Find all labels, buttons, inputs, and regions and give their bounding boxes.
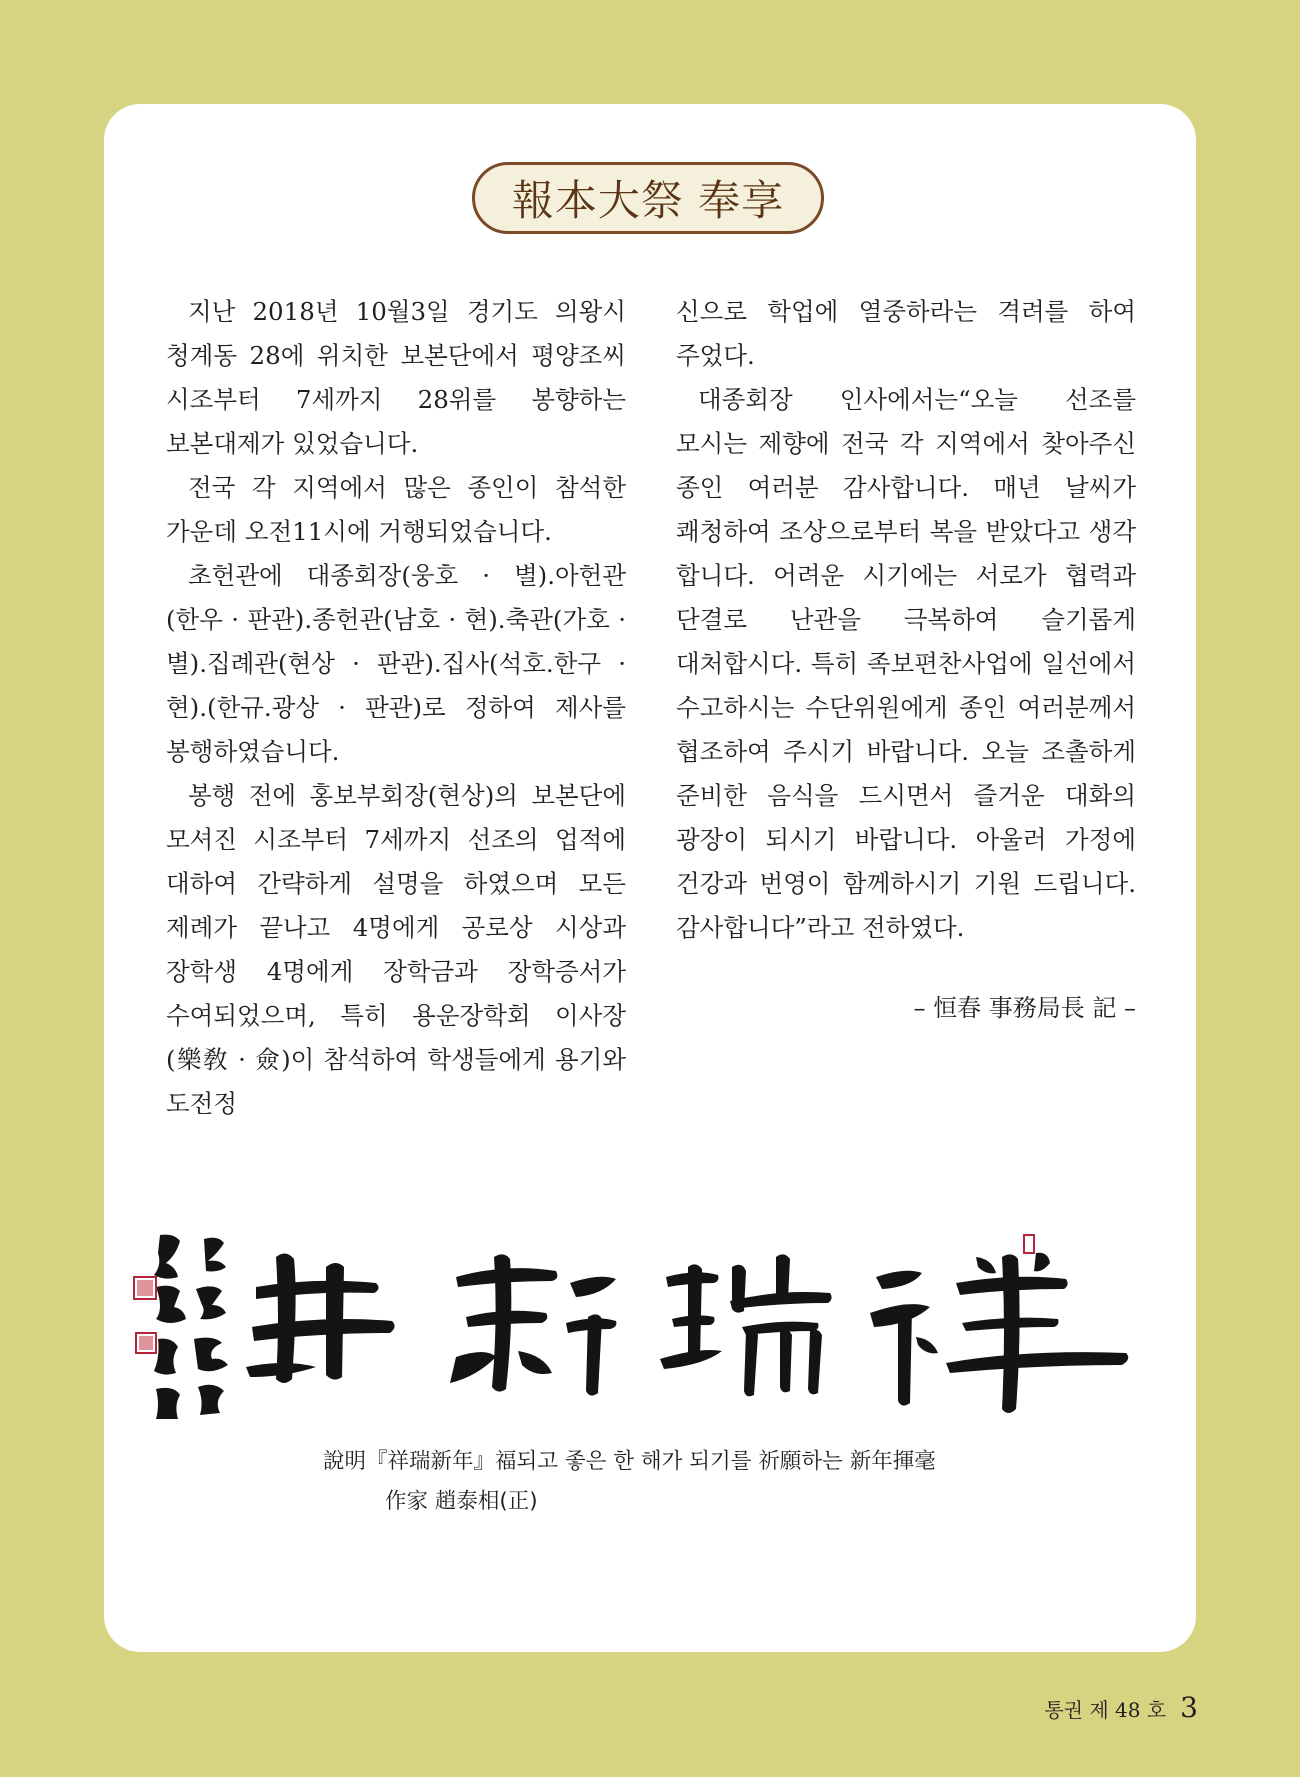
calligraphy-character-nyeon	[246, 1253, 395, 1383]
page-title: 報本大祭 奉享	[511, 176, 785, 225]
content-card	[104, 104, 1196, 1652]
caption-artist: 作家 趙泰相(正)	[385, 1489, 538, 1514]
calligraphy-character-sang	[870, 1253, 1128, 1413]
image-caption	[323, 1442, 1083, 1522]
page-footer	[1044, 1691, 1198, 1724]
article-right-column	[676, 290, 1136, 950]
calligraphy-artwork	[126, 1227, 1184, 1427]
paragraph: 봉행 전에 홍보부회장(현상)의 보본단에 모셔진 시조부터 7세까지 선조의 업적에 대하여 간략하게 설명을 하였으며 모든 제례가 끝나고 4명에게 공로상 시상과 장학생 4명에게 장학금과 장학증서가 수여되었으며, 특히 용운장학회 이사장(樂敎 · 僉)이 참석하여 학생들에게 용기와 도전정	[166, 781, 626, 1118]
side-inscription	[154, 1235, 228, 1419]
author-signature: – 恒春 事務局長 記 –	[913, 994, 1136, 1022]
paragraph: 지난 2018년 10월3일 경기도 의왕시 청계동 28에 위치한 보본단에서 평양조씨 시조부터 7세까지 28위를 봉향하는 보본대제가 있었습니다.	[166, 297, 626, 458]
calligraphy-character-sin	[450, 1254, 616, 1395]
issue-number: 통권 제 48 호	[1044, 1698, 1167, 1722]
article-left-column	[166, 290, 626, 1126]
page-number: 3	[1180, 1691, 1198, 1724]
paragraph: 전국 각 지역에서 많은 종인이 참석한 가운데 오전11시에 거행되었습니다.	[166, 473, 626, 546]
paragraph: 대종회장 인사에서는“오늘 선조를 모시는 제향에 전국 각 지역에서 찾아주신 종인 여러분 감사합니다. 매년 날씨가 쾌청하여 조상으로부터 복을 받았다고 생각 합니다. 어려운 시기에는 서로가 협력과 단결로 난관을 극복하여 슬기롭게 대처합시다. 특히 족보편찬사업에 일선에서 수고하시는 수단위원에게 종인 여러분께서 협조하여 주시기 바랍니다. 오늘 조촐하게 준비한 음식을 드시면서 즐거운 대화의 광장이 되시기 바랍니다. 아울러 가정에 건강과 번영이 함께하시기 기원 드립니다. 감사합니다”라고 전하였다.	[676, 385, 1136, 942]
paragraph-continued: 신으로 학업에 열중하라는 격려를 하여 주었다.	[676, 297, 1136, 370]
paragraph: 초헌관에 대종회장(웅호 · 별).아헌관(한우 · 판관).종헌관(남호 · 현).축관(가호 · 별).집례관(현상 · 판관).집사(석호.한구 · 현).(한규.광상 · 판관)로 정하여 제사를 봉행하였습니다.	[166, 561, 626, 766]
calligraphy-character-seo	[660, 1254, 832, 1396]
title-badge	[472, 162, 824, 234]
caption-description: 說明『祥瑞新年』福되고 좋은 한 해가 되기를 祈願하는 新年揮毫	[323, 1449, 936, 1474]
